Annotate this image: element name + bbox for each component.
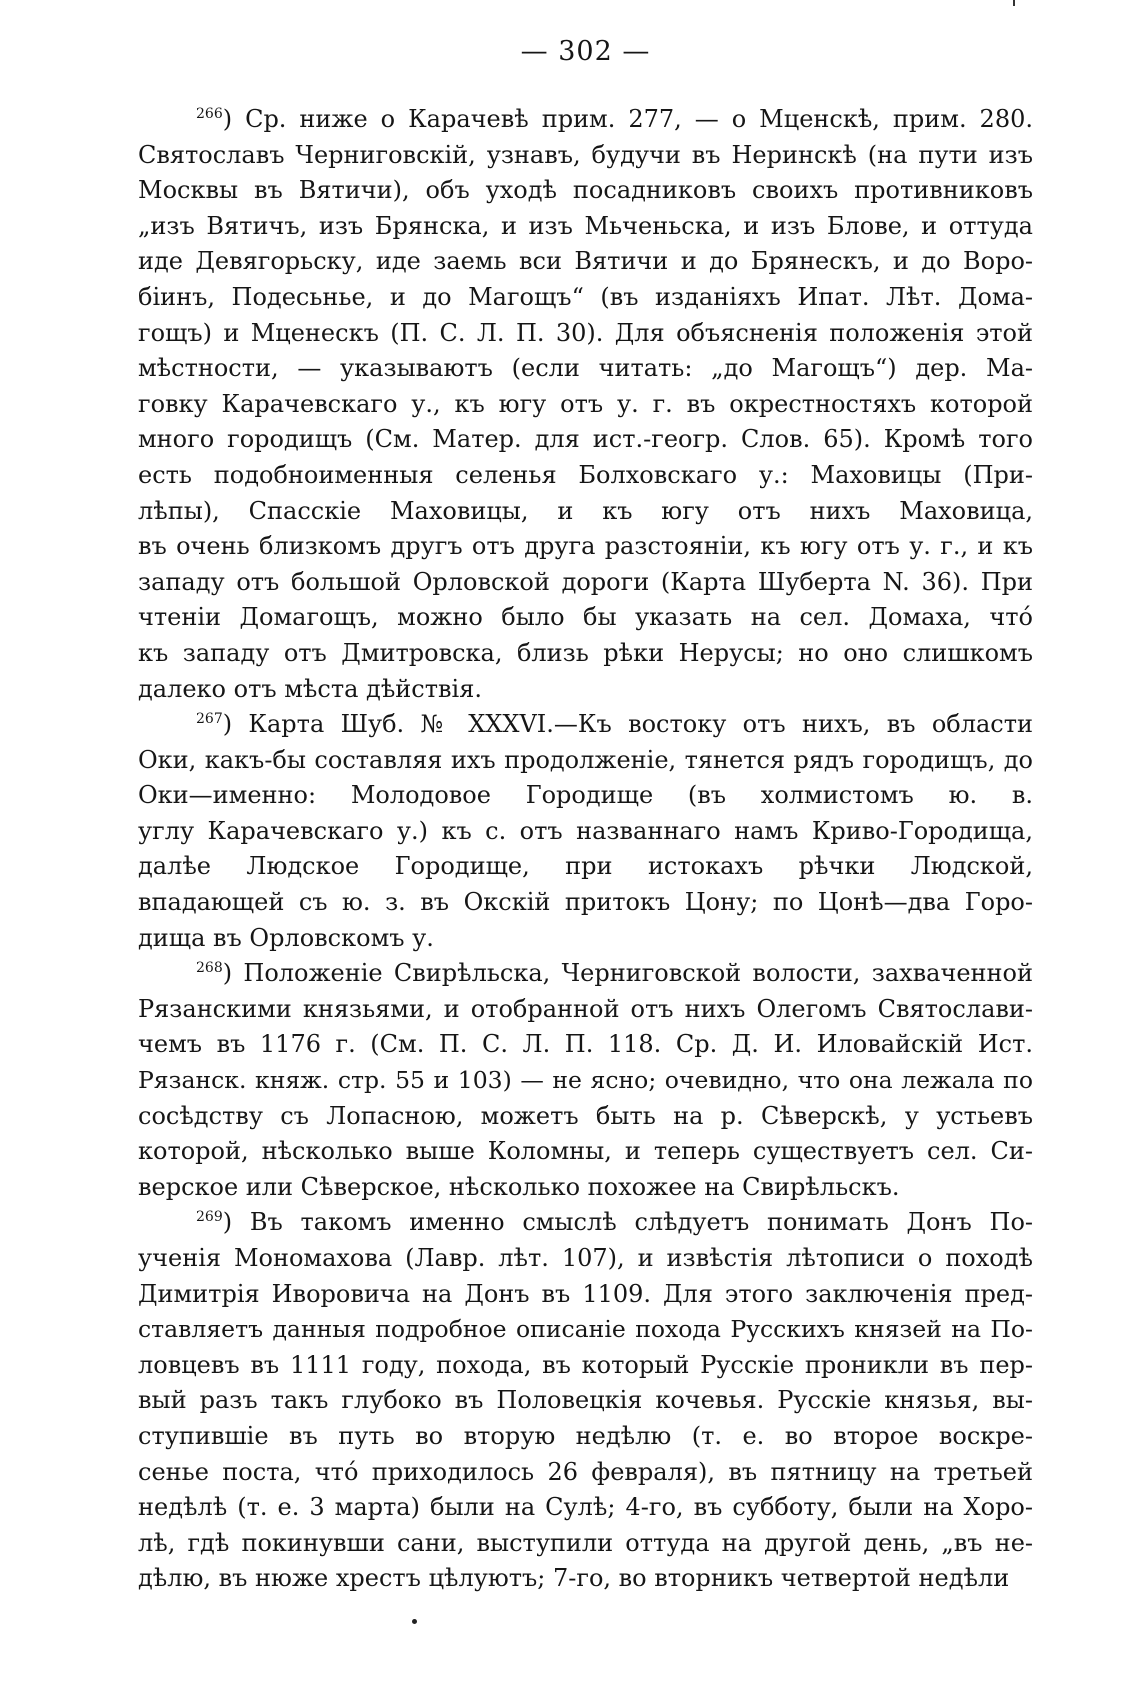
document-page <box>138 34 1033 1634</box>
footnote-line <box>138 992 1033 1028</box>
footnote-line <box>138 1027 1033 1063</box>
footnote-line <box>138 1205 1033 1241</box>
footnote-268 <box>138 956 1033 1205</box>
footnote-text: впадающей съ ю. з. въ Окскій притокъ Цону; по Цонѣ—два Горо- <box>138 888 1033 917</box>
footnote-text: біинъ, Подесьнье, и до Магощъ“ (въ изданіяхъ Ипат. Лѣт. Дома- <box>138 282 1033 311</box>
footnote-line <box>138 138 1033 174</box>
footnote-line <box>138 956 1033 992</box>
footnote-text: чемъ въ 1176 г. (См. П. С. Л. П. 118. Ср. Д. И. Иловайскій Ист. <box>138 1030 1033 1059</box>
footnotes <box>138 102 1033 1597</box>
page-number: — 302 — <box>520 36 651 67</box>
footnote-line <box>138 1455 1033 1491</box>
footnote-text: ) Карта Шуб. № XXXVI.—Къ востоку отъ нихъ, въ области <box>222 710 1033 739</box>
footnote-line <box>138 565 1033 601</box>
footnote-line <box>138 1170 1033 1206</box>
footnote-line <box>138 1241 1033 1277</box>
footnote-text: далеко отъ мѣста дѣйствія. <box>138 674 482 703</box>
footnote-line <box>138 1063 1033 1099</box>
footnote-line <box>138 529 1033 565</box>
footnote-text: западу отъ большой Орловской дороги (Карта Шуберта N. 36). При <box>138 567 1033 596</box>
footnote-line <box>138 1490 1033 1526</box>
footnote-text: ) Положеніе Свирѣльска, Черниговской волости, захваченной <box>222 959 1033 988</box>
footnote-text: Рязанск. княж. стр. 55 и 103) — не ясно; очевидно, что она лежала по <box>138 1066 1033 1095</box>
footnote-line <box>138 707 1033 743</box>
footnote-number: 268 <box>196 960 223 977</box>
footnote-text: вый разъ такъ глубоко въ Половецкія кочевья. Русскіе князья, вы- <box>138 1386 1033 1415</box>
footnote-number: 267 <box>196 711 223 728</box>
footnote-text: ловцевъ въ 1111 году, похода, въ который Русскіе проникли въ пер- <box>138 1350 1033 1379</box>
footnote-text: ученія Мономахова (Лавр. лѣт. 107), и извѣстія лѣтописи о походѣ <box>138 1244 1033 1272</box>
footnote-text: „изъ Вятичъ, изъ Брянска, и изъ Мьченьска, и изъ Блове, и оттуда <box>138 211 1033 240</box>
footnote-text: ставляетъ данныя подробное описаніе похода Русскихъ князей на По- <box>138 1315 1033 1344</box>
footnote-text: въ очень близкомъ другъ отъ друга разстояніи, къ югу отъ у. г., и къ <box>138 532 1033 561</box>
footnote-text: есть подобноименныя селенья Болховскаго у.: Маховицы (При- <box>138 460 1033 489</box>
footnote-text: мѣстности, — указываютъ (если читать: „до Магощъ“) дер. Ма- <box>138 354 1033 383</box>
footnote-line <box>138 1561 1033 1597</box>
footnote-line <box>138 1312 1033 1348</box>
footnote-text: лѣ, гдѣ покинувши сани, выступили оттуда на другой день, „въ не- <box>138 1528 1033 1557</box>
footnote-line <box>138 280 1033 316</box>
footnote-line <box>138 209 1033 245</box>
footnote-266 <box>138 102 1033 707</box>
footnote-text: сенье поста, что́ приходилось 26 февраля), въ пятницу на третьей <box>138 1457 1033 1486</box>
scan-dot <box>412 1619 417 1624</box>
footnote-line <box>138 814 1033 850</box>
footnote-text: Оки—именно: Молодовое Городище (въ холмистомъ ю. в. <box>138 781 1033 810</box>
footnote-line <box>138 600 1033 636</box>
footnote-text: ) Въ такомъ именно смыслѣ слѣдуетъ понимать Донъ По- <box>222 1208 1033 1237</box>
footnote-text: ) Ср. ниже о Карачевѣ прим. 277, — о Мценскѣ, прим. 280. <box>222 105 1033 133</box>
footnote-line <box>138 173 1033 209</box>
footnote-text: Рязанскими князьями, и отобранной отъ нихъ Олегомъ Святослави- <box>138 994 1033 1023</box>
footnote-line <box>138 1419 1033 1455</box>
footnote-text: которой, нѣсколько выше Коломны, и теперь существуетъ сел. Си- <box>138 1137 1033 1166</box>
footnote-line <box>138 316 1033 352</box>
footnote-number: 269 <box>196 1209 223 1226</box>
footnote-text: далѣе Людское Городище, при истокахъ рѣчки Людской, <box>138 852 1033 881</box>
footnote-line <box>138 672 1033 708</box>
footnote-text: Оки, какъ-бы составляя ихъ продолженіе, тянется рядъ городищъ, до <box>138 745 1033 774</box>
footnote-line <box>138 1348 1033 1384</box>
footnote-line <box>138 636 1033 672</box>
footnote-line <box>138 921 1033 957</box>
footnote-line <box>138 1383 1033 1419</box>
footnote-line <box>138 387 1033 423</box>
footnote-line <box>138 244 1033 280</box>
footnote-267 <box>138 707 1033 956</box>
footnote-text: углу Карачевскаго у.) къ с. отъ названнаго намъ Криво-Городища, <box>138 816 1033 845</box>
footnote-line <box>138 1099 1033 1135</box>
footnote-line <box>138 494 1033 530</box>
footnote-text: Святославъ Черниговскій, узнавъ, будучи въ Неринскѣ (на пути изъ <box>138 140 1033 169</box>
footnote-text: дища въ Орловскомъ у. <box>138 923 434 952</box>
footnote-text: сосѣдству съ Лопасною, можетъ быть на р. Сѣверскѣ, у устьевъ <box>138 1101 1033 1130</box>
footnote-line <box>138 849 1033 885</box>
footnote-text: дѣлю, въ нюже хрестъ цѣлуютъ; 7-го, во вторникъ четвертой недѣли <box>138 1564 1010 1593</box>
footnote-line <box>138 1277 1033 1313</box>
footnote-line <box>138 351 1033 387</box>
footnote-text: верское или Сѣверское, нѣсколько похожее на Свирѣльскъ. <box>138 1172 900 1201</box>
footnote-text: говку Карачевскаго у., къ югу отъ у. г. въ окрестностяхъ которой <box>138 389 1033 418</box>
footnote-line <box>138 1134 1033 1170</box>
footnote-text: къ западу отъ Дмитровска, близь рѣки Нерусы; но оно слишкомъ <box>138 638 1033 667</box>
footnote-text: лѣпы), Спасскіе Маховицы, и къ югу отъ нихъ Маховица, <box>138 496 1033 525</box>
footnote-text: чтеніи Домагощъ, можно было бы указать на сел. Домаха, что́ <box>138 603 1033 632</box>
footnote-text: Димитрія Иворовича на Донъ въ 1109. Для этого заключенія пред- <box>138 1279 1033 1308</box>
footnote-line <box>138 458 1033 494</box>
footnote-line <box>138 102 1033 138</box>
footnote-line <box>138 422 1033 458</box>
footnote-number: 266 <box>196 106 223 122</box>
footnote-line <box>138 778 1033 814</box>
footnote-line <box>138 1526 1033 1562</box>
footnote-text: ступившіе въ путь во вторую недѣлю (т. е. во второе воскре- <box>138 1421 1033 1450</box>
scan-mark <box>1013 0 1015 6</box>
footnote-text: иде Девягорьску, иде заемь вси Вятичи и до Брянескъ, и до Воро- <box>138 247 1033 276</box>
footnote-line <box>138 885 1033 921</box>
footnote-text: много городищъ (См. Матер. для ист.-геогр. Слов. 65). Кромѣ того <box>138 425 1033 454</box>
footnote-text: гощъ) и Мценескъ (П. С. Л. П. 30). Для объясненія положенія этой <box>138 318 1033 347</box>
footnote-text: Москвы въ Вятичи), объ уходѣ посадниковъ своихъ противниковъ <box>138 176 1033 205</box>
footnote-line <box>138 743 1033 779</box>
footnote-text: недѣлѣ (т. е. 3 марта) были на Сулѣ; 4-го, въ субботу, были на Хоро- <box>138 1493 1033 1522</box>
footnote-269 <box>138 1205 1033 1597</box>
